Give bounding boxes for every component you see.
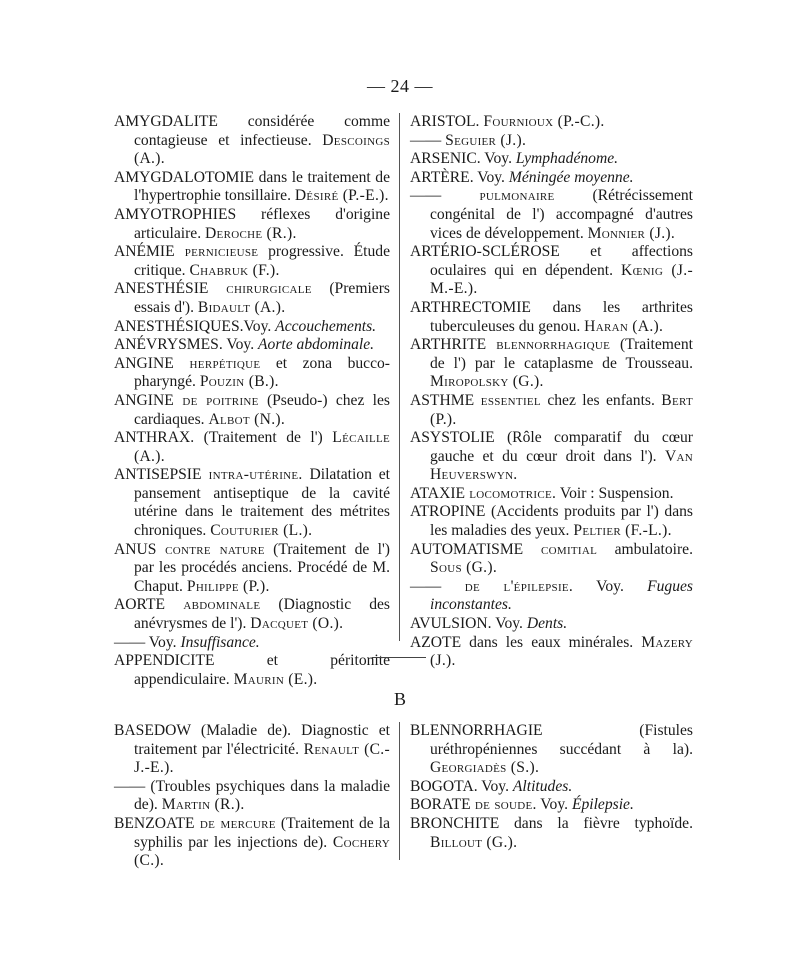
entry-heading: ANÉMIE bbox=[114, 243, 175, 261]
entry-text: dans les eaux minérales. bbox=[461, 633, 642, 651]
entry-heading: AUTOMATISME bbox=[410, 540, 524, 558]
index-entry bbox=[114, 169, 390, 206]
index-entry bbox=[114, 392, 390, 429]
index-entry bbox=[114, 336, 390, 355]
entry-author: Bert (P.). bbox=[430, 391, 694, 428]
section-letter: B bbox=[393, 689, 406, 709]
entry-author: Mazery (J.). bbox=[430, 633, 693, 670]
entry-text: (Troubles psychiques dans la maladie de). bbox=[134, 777, 390, 814]
entry-heading: AMYGDALITE bbox=[114, 113, 218, 130]
entry-text: chez les enfants. bbox=[540, 391, 662, 409]
entry-author: Georgiadès (S.). bbox=[430, 759, 540, 777]
entry-author: Fournioux (P.-C.). bbox=[483, 113, 605, 130]
entry-subheading: de mercure bbox=[194, 814, 276, 832]
index-entry bbox=[114, 318, 390, 337]
index-entry bbox=[114, 355, 390, 392]
entry-author: Maurin (E.). bbox=[233, 670, 318, 688]
entry-author: Albot (N.). bbox=[208, 410, 286, 428]
entry-text: ambulatoire. bbox=[597, 540, 693, 558]
entry-heading: AORTE bbox=[114, 596, 166, 614]
index-entry bbox=[410, 503, 693, 540]
index-entry bbox=[410, 634, 693, 671]
entry-text: (Traitement de la syphilis par les injections de). bbox=[134, 814, 390, 851]
entry-heading: BASEDOW bbox=[114, 722, 191, 739]
entry-author: Cochery (C.). bbox=[134, 833, 390, 870]
entry-author: Miropolsky (G.). bbox=[430, 373, 544, 391]
entry-author: Bidault (A.). bbox=[197, 298, 286, 316]
entry-author: Seguier (J.). bbox=[445, 131, 527, 149]
entry-cross-reference: Dents. bbox=[526, 615, 568, 633]
entry-cross-reference: Fugues inconstantes. bbox=[430, 577, 693, 614]
entry-subheading: de soude. bbox=[470, 796, 537, 814]
entry-heading: ANÉVRYSMES. bbox=[114, 336, 223, 354]
entry-author: Pouzin (B.). bbox=[199, 373, 279, 391]
entry-heading: ARTHRECTOMIE bbox=[410, 298, 531, 316]
index-column-left bbox=[114, 722, 390, 871]
index-entry bbox=[410, 541, 693, 578]
entry-subheading: contre nature bbox=[156, 540, 265, 558]
entry-author: Philippe (P.). bbox=[186, 577, 270, 595]
entry-author: Monnier (J.). bbox=[587, 224, 676, 242]
index-entry bbox=[410, 615, 693, 634]
entry-heading: ATROPINE bbox=[410, 503, 486, 521]
index-entry bbox=[114, 243, 390, 280]
entry-text: Voy. bbox=[145, 633, 181, 651]
index-entry bbox=[114, 596, 390, 633]
entry-cross-reference: Aorte abdominale. bbox=[258, 336, 375, 354]
entry-text: (Maladie de). Diagnostic et traitement par l'électricité. bbox=[134, 722, 390, 758]
entry-heading: —— bbox=[114, 633, 146, 651]
entry-heading: BENZOATE bbox=[114, 814, 195, 832]
entry-heading: ANGINE bbox=[114, 391, 174, 409]
entry-text: (Accidents produits par l') dans les maladies des yeux. bbox=[430, 503, 693, 540]
index-entry bbox=[114, 541, 390, 597]
index-entry bbox=[410, 485, 693, 504]
entry-text: dans la fièvre typhoïde. bbox=[499, 814, 693, 832]
entry-text: et péritonite appendiculaire. bbox=[134, 652, 390, 688]
entry-text: et zona bucco-pharyngé. bbox=[134, 354, 390, 391]
index-entry bbox=[114, 652, 390, 689]
entry-heading: ANTISEPSIE bbox=[114, 466, 202, 484]
section-separator bbox=[372, 657, 426, 658]
entry-subheading: locomotrice. bbox=[465, 484, 557, 502]
index-entry bbox=[114, 429, 390, 466]
entry-heading: ARTÈRE. bbox=[410, 168, 474, 186]
entry-text: (Fistules uréthropéniennes succédant à la). bbox=[430, 722, 693, 758]
entry-subheading: herpétique bbox=[173, 354, 261, 372]
index-entry bbox=[410, 392, 693, 429]
entry-heading: AVULSION. bbox=[410, 615, 492, 633]
entry-author: Deroche (R.). bbox=[205, 224, 297, 242]
index-entry bbox=[410, 722, 693, 778]
entry-text: (Traitement de l') par les procédés anciens. Procédé de M. Chaput. bbox=[134, 540, 390, 595]
page-number: — 24 — bbox=[367, 76, 433, 96]
entry-heading: ANESTHÉSIQUES. bbox=[114, 317, 244, 335]
entry-subheading: comitial bbox=[523, 540, 598, 558]
entry-author: Martin (R.). bbox=[161, 796, 245, 814]
entry-text: (Premiers essais d'). bbox=[134, 280, 390, 316]
entry-subheading: intra-utérine. bbox=[201, 466, 303, 484]
entry-cross-reference: Altitudes. bbox=[512, 777, 573, 795]
entry-author: Van Heuverswyn. bbox=[430, 447, 693, 484]
entry-heading: AMYOTROPHIES bbox=[114, 205, 237, 223]
index-entry bbox=[410, 187, 693, 243]
entry-text: Voy. bbox=[243, 317, 276, 335]
index-entry bbox=[114, 113, 390, 169]
index-entry bbox=[410, 778, 693, 797]
entry-heading: ARTÉRIO-SCLÉROSE bbox=[410, 243, 560, 261]
index-entry bbox=[114, 778, 390, 815]
entry-author: Haran (A.). bbox=[584, 317, 664, 335]
index-entry bbox=[410, 299, 693, 336]
entry-heading: ARISTOL. bbox=[410, 113, 480, 130]
entry-text: et affections oculaires qui en dépendent. bbox=[430, 243, 693, 279]
entry-text: considérée comme contagieuse et infectieuse. bbox=[134, 113, 390, 149]
index-entry bbox=[410, 150, 693, 169]
index-entry bbox=[410, 578, 693, 615]
entry-cross-reference: Lymphadénome. bbox=[515, 150, 619, 168]
index-entry bbox=[410, 113, 693, 132]
entry-author: Couturier (L.). bbox=[210, 522, 313, 540]
entry-heading: ANUS bbox=[114, 540, 157, 558]
entry-heading: ARTHRITE bbox=[410, 336, 487, 354]
entry-author: Lécaille (A.). bbox=[134, 429, 390, 465]
entry-subheading: pulmonaire bbox=[441, 187, 555, 205]
entry-text: dans le traitement de l'hypertrophie tonsillaire. bbox=[134, 168, 390, 205]
entry-heading: ANESTHÉSIE bbox=[114, 280, 209, 298]
entry-subheading: blennorrhagique bbox=[486, 336, 611, 354]
entry-text: progressive. Étude critique. bbox=[134, 243, 390, 279]
entry-text: Voy. bbox=[473, 168, 509, 186]
entry-text: (Traitement de l') par le cataplasme de Trousseau. bbox=[430, 336, 693, 372]
index-entry bbox=[410, 796, 693, 815]
entry-text: (Rétrécissement congénital de l') accompagné d'autres vices de développement. bbox=[430, 187, 694, 242]
entry-text: (Traitement de l') bbox=[194, 429, 333, 447]
entry-text: (Rôle comparatif du cœur gauche et du cœur droit dans l'). bbox=[430, 429, 693, 465]
entry-heading: ASTHME bbox=[410, 391, 475, 409]
entry-subheading: abdominale bbox=[165, 596, 261, 614]
index-entry bbox=[410, 132, 693, 151]
entry-text: Voy. bbox=[477, 777, 513, 795]
entry-heading: AZOTE bbox=[410, 633, 462, 651]
index-entry bbox=[114, 280, 390, 317]
entry-heading: —— bbox=[410, 131, 442, 149]
entry-cross-reference: Épilepsie. bbox=[571, 796, 634, 814]
entry-heading: ANTHRAX. bbox=[114, 429, 195, 447]
index-entry bbox=[410, 169, 693, 188]
entry-subheading: de l'épilepsie. bbox=[441, 577, 574, 595]
entry-heading: APPENDICITE bbox=[114, 652, 215, 670]
entry-text: dans les arthrites tuberculeuses du genou. bbox=[430, 298, 693, 335]
entry-author: Billout (G.). bbox=[430, 833, 518, 851]
entry-heading: BLENNORRHAGIE bbox=[410, 722, 543, 739]
entry-heading: —— bbox=[114, 777, 146, 795]
entry-text: (Diagnostic des anévrysmes de l'). bbox=[134, 596, 390, 633]
index-entry bbox=[114, 722, 390, 778]
entry-cross-reference: Méningée moyenne. bbox=[508, 168, 634, 186]
index-entry bbox=[114, 815, 390, 871]
entry-text: Dilatation et pansement antiseptique de la cavité utérine dans le traitement des métrites chroniques. bbox=[134, 466, 390, 540]
entry-cross-reference: Accouchements. bbox=[275, 317, 377, 335]
entry-text: Voy. bbox=[573, 577, 648, 595]
entry-author: Peltier (F.-L.). bbox=[573, 522, 672, 540]
entry-text: (Pseudo-) chez les cardiaques. bbox=[134, 391, 390, 428]
entry-author: Chabruk (F.). bbox=[189, 261, 280, 279]
entry-subheading: pernicieuse bbox=[174, 243, 259, 261]
entry-author: Descoings (A.). bbox=[134, 131, 390, 168]
entry-subheading: de poitrine bbox=[173, 391, 259, 409]
entry-author: Désiré (P.-E.). bbox=[294, 187, 389, 205]
entry-subheading: chirurgicale bbox=[208, 280, 312, 298]
column-divider bbox=[399, 113, 400, 641]
entry-heading: ATAXIE bbox=[410, 484, 466, 502]
entry-text: réflexes d'origine articulaire. bbox=[134, 205, 390, 242]
index-entry bbox=[410, 243, 693, 299]
entry-author: Dacquet (O.). bbox=[250, 615, 344, 633]
entry-cross-reference: Insuffisance. bbox=[180, 633, 260, 651]
entry-text: Voir : Suspension. bbox=[556, 484, 674, 502]
entry-heading: BRONCHITE bbox=[410, 814, 500, 832]
entry-heading: ANGINE bbox=[114, 354, 174, 372]
entry-heading: ARSENIC. bbox=[410, 150, 481, 168]
index-entry bbox=[114, 634, 390, 653]
index-entry bbox=[114, 206, 390, 243]
column-divider bbox=[399, 722, 400, 860]
index-column-left bbox=[114, 113, 390, 689]
entry-author: Renault (C.-J.-E.). bbox=[134, 740, 390, 777]
index-column-right bbox=[410, 722, 693, 852]
entry-author: Sous (G.). bbox=[430, 559, 498, 577]
index-entry bbox=[410, 429, 693, 485]
entry-heading: ASYSTOLIE bbox=[410, 429, 495, 447]
index-entry bbox=[410, 336, 693, 392]
index-column-right bbox=[410, 113, 693, 671]
entry-heading: —— bbox=[410, 577, 442, 595]
entry-heading: —— bbox=[410, 187, 442, 205]
entry-text: Voy. bbox=[536, 796, 572, 814]
entry-author: Kœnig (J.-M.-E.). bbox=[430, 261, 693, 298]
entry-heading: BORATE bbox=[410, 796, 471, 814]
entry-text: Voy. bbox=[491, 615, 527, 633]
entry-subheading: essentiel bbox=[474, 391, 541, 409]
index-entry bbox=[114, 466, 390, 540]
entry-heading: BOGOTA. bbox=[410, 777, 478, 795]
entry-heading: AMYGDALOTOMIE bbox=[114, 168, 255, 186]
entry-text: Voy. bbox=[480, 150, 516, 168]
entry-text: Voy. bbox=[222, 336, 258, 354]
index-entry bbox=[410, 815, 693, 852]
